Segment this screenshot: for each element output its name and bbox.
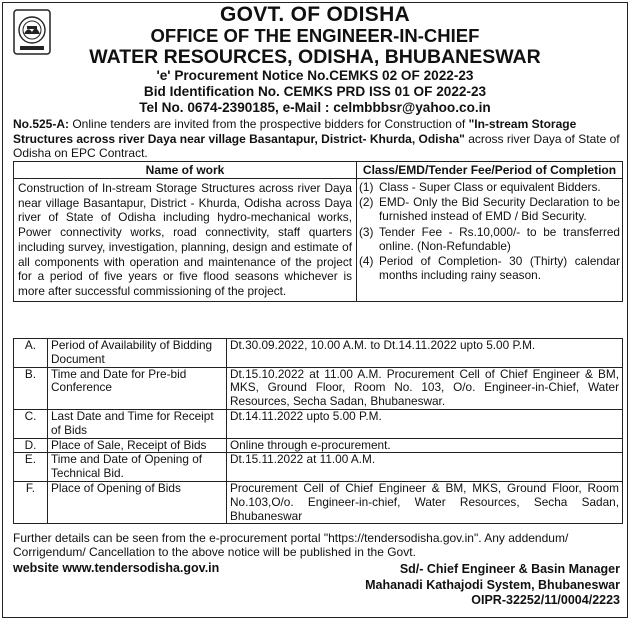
intro-paragraph — [13, 117, 623, 161]
schedule-value: Procurement Cell of Chief Engineer & BM, MKS, Ground Floor, Room No.103,O/o. Engineer-in-chief, Water Resources, Secha Sadan, Bhubaneswar — [227, 481, 623, 523]
office-title: OFFICE OF THE ENGINEER-IN-CHIEF — [150, 25, 480, 46]
schedule-item: Period of Availability of Bidding Document — [48, 339, 227, 368]
schedule-table — [13, 338, 623, 524]
condition-item — [359, 225, 620, 253]
work-title: "In-stream Storage Structures across river Daya near village Basantapur, District- Khurda, Odisha" — [13, 117, 577, 146]
oipr-number: OIPR-32252/11/0004/2223 — [471, 593, 620, 607]
work-description: Construction of In-stream Storage Structures across river Daya near village Basantapur, District - Khurda, Odisha across Daya river of State of Odisha including hydro-mechanical works, Power connectivity works, road connectivity, staff quarters including survey, investigation, planning, design and estimate of all components with operation and maintenance of the project for a period of five years or five flood seasons whichever is more after successful commissioning of the project. — [14, 179, 357, 302]
schedule-value: Dt.14.11.2022 upto 5.00 P.M. — [227, 409, 623, 438]
condition-text: EMD- Only the Bid Security Declaration to be furnished instead of EMD / Bid Security. — [379, 195, 620, 224]
class-emd-header: Class/EMD/Tender Fee/Period of Completion — [357, 162, 623, 179]
website-link[interactable]: website www.tendersodisha.gov.in — [13, 561, 220, 575]
condition-item — [359, 195, 620, 223]
condition-text: Period of Completion- 30 (Thirty) calendar months including rainy season. — [379, 254, 620, 283]
schedule-serial: A. — [14, 339, 48, 368]
schedule-value: Dt.15.10.2022 at 11.00 A.M. Procurement Cell of Chief Engineer & BM, MKS, Ground Floor, Room No. 103, O/o. Engineer-in-Chief, Water Resources, Secha Sadan, Bhubaneswar. — [227, 367, 623, 409]
schedule-value: Dt.30.09.2022, 10.00 A.M. to Dt.14.11.2022 upto 5.00 P.M. — [227, 339, 623, 368]
intro-text-2: across river Daya of State of Odisha on EPC Contract. — [13, 131, 620, 160]
work-table-header — [14, 162, 623, 179]
condition-number: (4) — [359, 254, 374, 269]
schedule-row — [14, 438, 623, 453]
condition-item — [359, 180, 620, 194]
condition-number: (1) — [359, 180, 374, 194]
schedule-value: Online through e-procurement. — [227, 438, 623, 453]
work-table — [13, 161, 623, 302]
govt-title: GOVT. OF ODISHA — [219, 3, 410, 26]
contact-line: Tel No. 0674-2390185, e-Mail : celmbbbsr@yahoo.co.in — [139, 100, 491, 115]
schedule-item: Place of Opening of Bids — [48, 481, 227, 523]
schedule-item: Place of Sale, Receipt of Bids — [48, 438, 227, 453]
condition-number: (3) — [359, 224, 374, 239]
name-of-work-header: Name of work — [14, 162, 357, 179]
bid-identification-no: Bid Identification No. CEMKS PRD ISS 01 OF 2022-23 — [143, 84, 487, 99]
reference-number: No.525-A: — [13, 117, 70, 131]
condition-text: Tender Fee - Rs.10,000/- to be transferred online. (Non-Refundable) — [379, 224, 620, 253]
department-title: WATER RESOURCES, ODISHA, BHUBANESWAR — [89, 46, 541, 68]
schedule-item: Last Date and Time for Receipt of Bids — [48, 409, 227, 438]
further-details: Further details can be seen from the e-procurement portal "https://tendersodisha.gov.in". Any addendum/ Corrigendum/ Cancellation to the above notice will be published in the Govt. — [13, 531, 569, 559]
schedule-row — [14, 409, 623, 438]
signatory-title: Sd/- Chief Engineer & Basin Manager — [399, 562, 620, 576]
condition-text: Class - Super Class or equivalent Bidders. — [379, 180, 601, 194]
condition-number: (2) — [359, 195, 374, 210]
schedule-serial: F. — [14, 481, 48, 523]
work-table-row — [14, 179, 623, 302]
procurement-notice-no: 'e' Procurement Notice No.CEMKS 02 OF 2022-23 — [156, 68, 474, 83]
signature-block — [365, 562, 620, 609]
schedule-serial: E. — [14, 453, 48, 482]
schedule-row — [14, 367, 623, 409]
schedule-serial: B. — [14, 367, 48, 409]
conditions-cell — [357, 179, 623, 302]
schedule-row — [14, 453, 623, 482]
schedule-item: Time and Date for Pre-bid Conference — [48, 367, 227, 409]
schedule-value: Dt.15.11.2022 at 11.00 A.M. — [227, 453, 623, 482]
intro-text-1: Online tenders are invited from the prospective bidders for Construction of — [69, 117, 469, 131]
schedule-row — [14, 481, 623, 523]
schedule-serial: C. — [14, 409, 48, 438]
signatory-office: Mahanadi Kathajodi System, Bhubaneswar — [365, 577, 620, 592]
condition-item — [359, 254, 620, 282]
schedule-row — [14, 339, 623, 368]
schedule-item: Time and Date of Opening of Technical Bid. — [48, 453, 227, 482]
schedule-serial: D. — [14, 438, 48, 453]
